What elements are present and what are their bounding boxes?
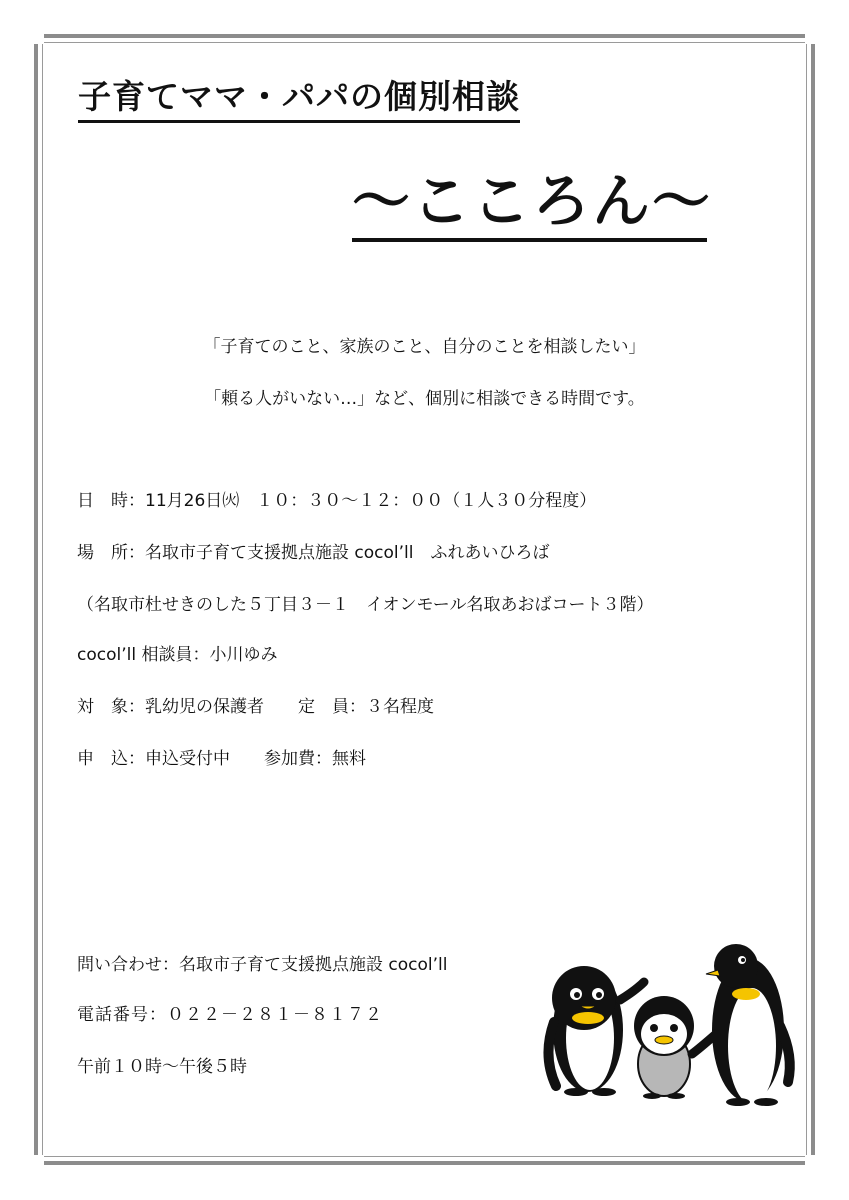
penguin-right-icon [692, 944, 790, 1106]
event-address: （名取市杜せきのした５丁目３－１ イオンモール名取あおばコート３階） [77, 595, 654, 615]
border-corner-notch [34, 34, 44, 44]
penguin-left-icon [548, 966, 644, 1096]
penguin-chick-icon [634, 996, 694, 1099]
border-corner-notch [34, 1155, 44, 1165]
application-fee: 申 込：申込受付中 参加費：無料 [77, 749, 366, 769]
contact-phone: 電話番号：０２２－２８１－８１７２ [77, 1005, 383, 1025]
event-place: 場 所：名取市子育て支援拠点施設 cocol’ll ふれあいひろば [77, 543, 550, 563]
penguin-family-illustration [512, 926, 808, 1120]
counselor: cocol’ll 相談員：小川ゆみ [77, 645, 278, 665]
intro-line-1: 「子育てのこと、家族のこと、自分のことを相談したい」 [203, 337, 646, 357]
event-datetime: 日 時：11月26日㈫ １０：３０～１２：００（１人３０分程度） [77, 491, 597, 511]
border-corner-notch [805, 1155, 815, 1165]
contact-inquiry: 問い合わせ：名取市子育て支援拠点施設 cocol’ll [77, 955, 448, 975]
event-name: ～こころん～ [352, 166, 707, 242]
intro-line-2: 「頼る人がいない…」など、個別に相談できる時間です。 [204, 389, 645, 409]
target-capacity: 対 象：乳幼児の保護者 定 員：３名程度 [77, 697, 434, 717]
contact-hours: 午前１０時～午後５時 [77, 1057, 247, 1077]
flyer-title: 子育てママ・パパの個別相談 [78, 76, 520, 123]
border-corner-notch [805, 34, 815, 44]
